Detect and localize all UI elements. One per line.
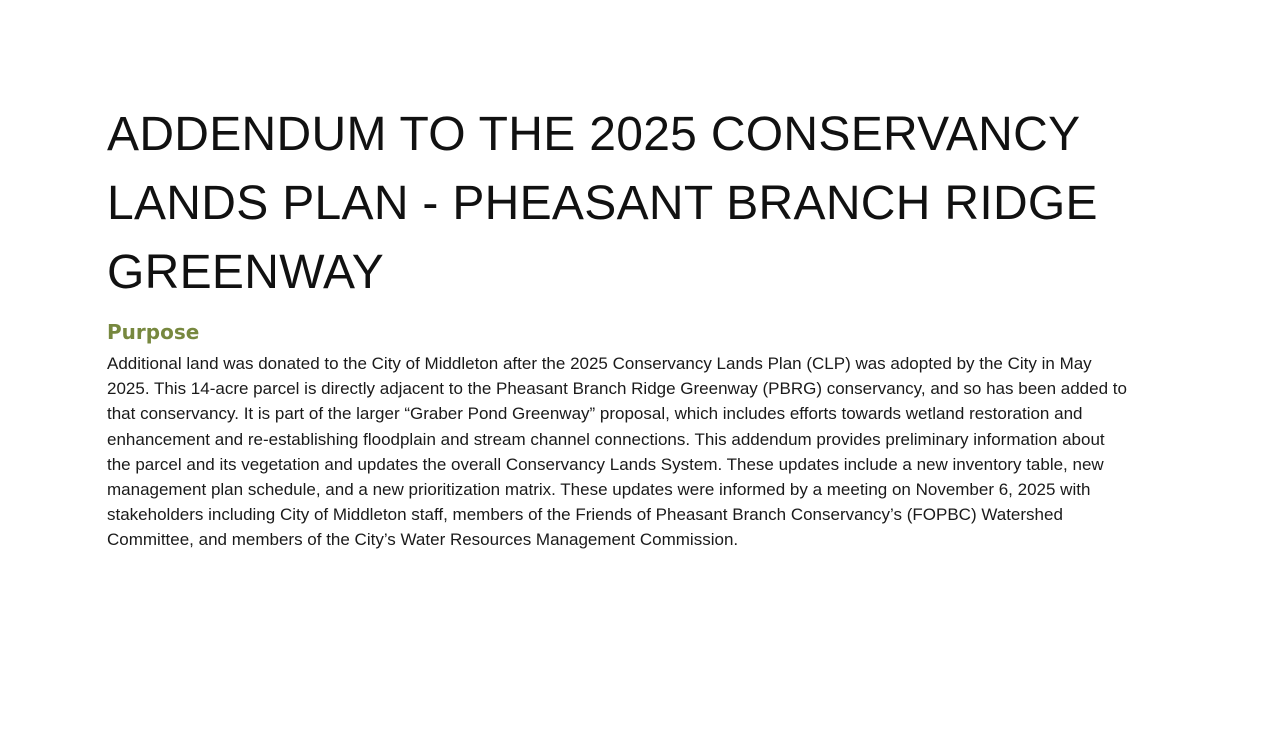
section-heading-purpose: Purpose: [107, 320, 200, 344]
purpose-paragraph: Additional land was donated to the City of Middleton after the 2025 Conservancy Lands Plan (CLP) was adopted by the City in May 2025. This 14-acre parcel is directly adjacent to the Pheasant Branch Ridge Greenway (PBRG) conservancy, and so has been added to that conservancy. It is part of the larger “Graber Pond Greenway” proposal, which includes efforts towards wetland restoration and enhancement and re-establishing floodplain and stream channel connections. This addendum provides preliminary information about the parcel and its vegetation and updates the overall Conservancy Lands System. These updates include a new inventory table, new management plan schedule, and a new prioritization matrix. These updates were informed by a meeting on November 6, 2025 with stakeholders including City of Middleton staff, members of the Friends of Pheasant Branch Conservancy’s (FOPBC) Watershed Committee, and members of the City’s Water Resources Management Commission.: [107, 354, 1127, 550]
purpose-section: [107, 319, 1127, 553]
document-page: [107, 100, 1127, 553]
document-title: ADDENDUM TO THE 2025 CONSERVANCY LANDS PLAN - PHEASANT BRANCH RIDGE GREENWAY: [107, 108, 1098, 299]
